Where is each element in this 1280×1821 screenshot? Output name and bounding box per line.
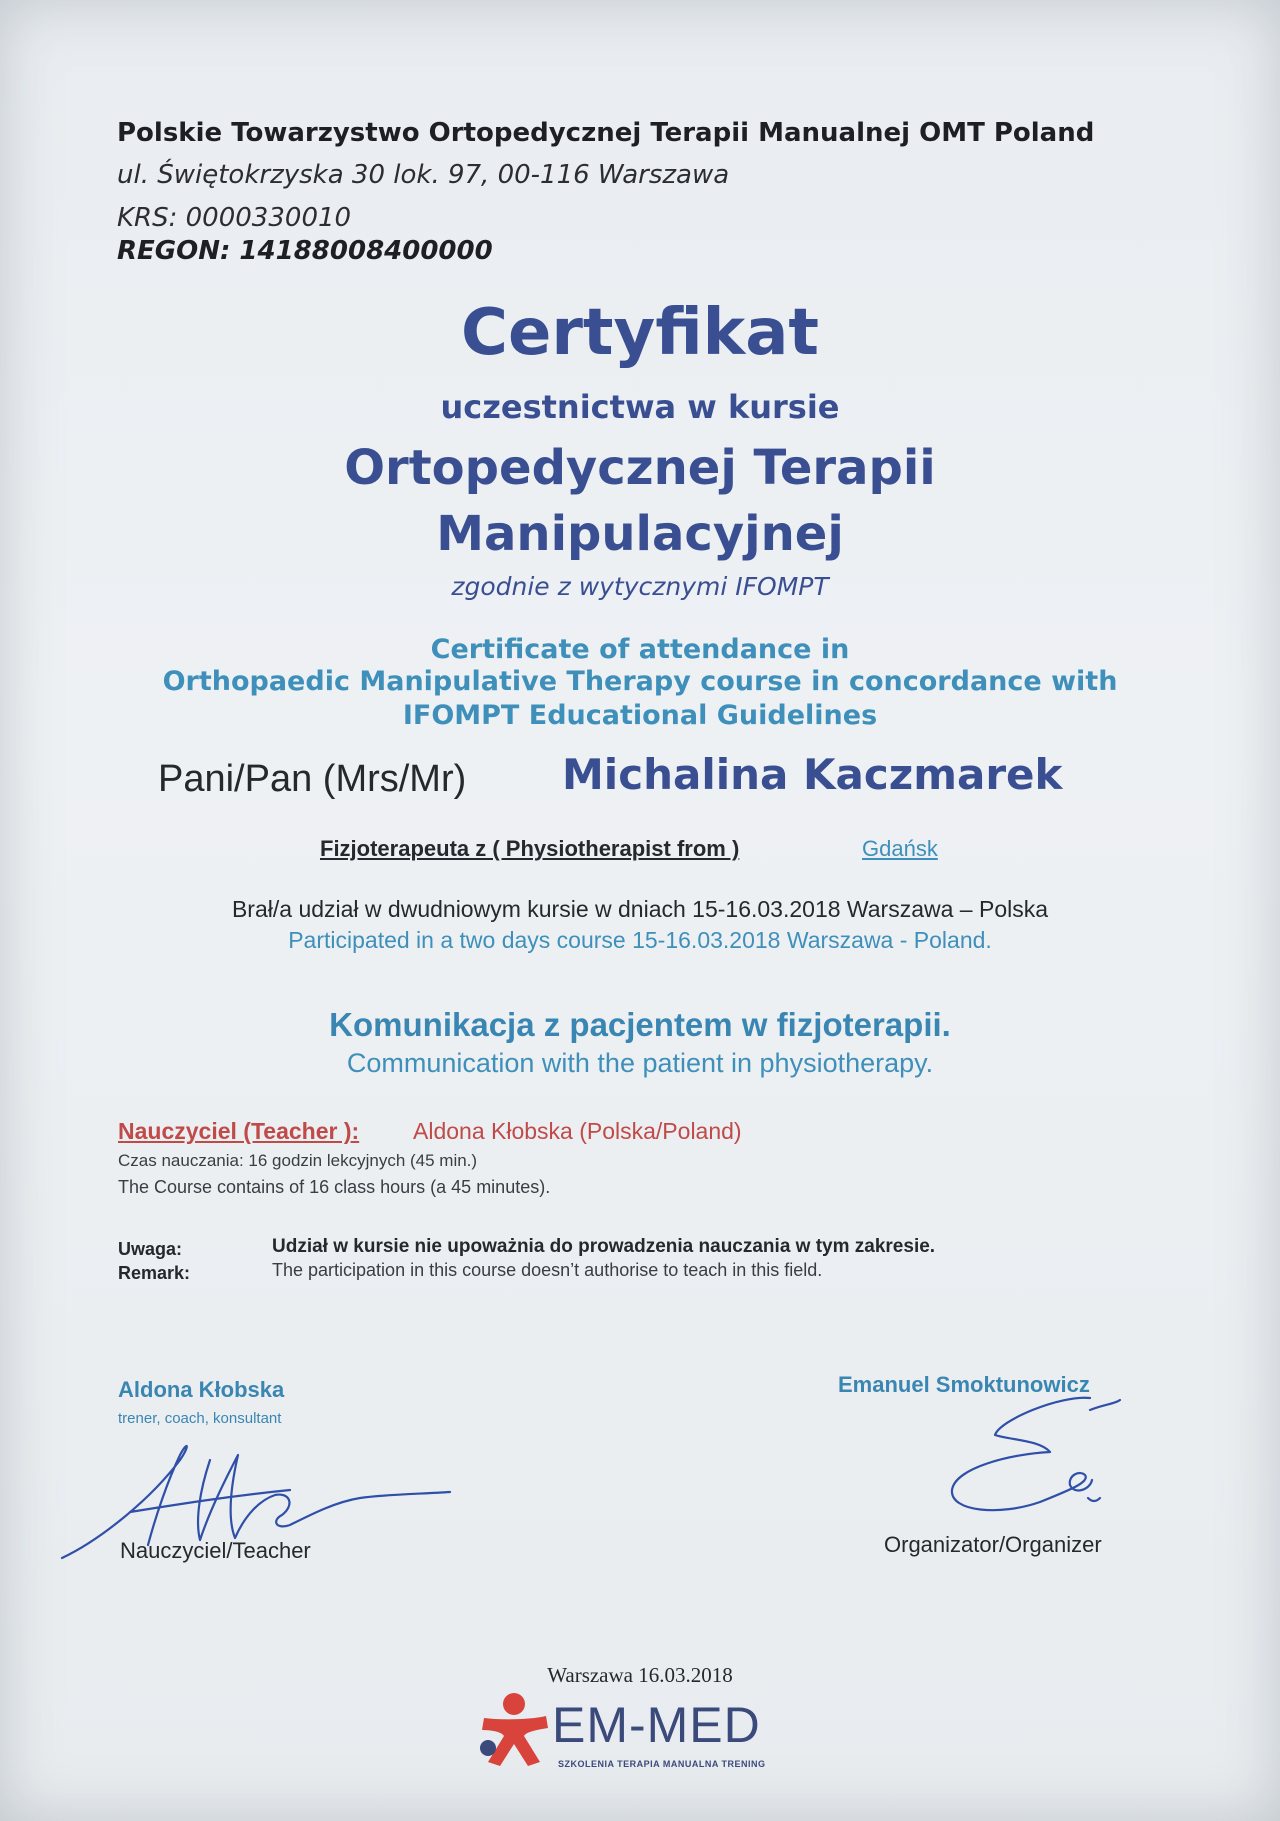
course-hours-en: The Course contains of 16 class hours (a 45 minutes).	[118, 1177, 551, 1197]
organizer-signature-name: Emanuel Smoktunowicz	[838, 1372, 1090, 1397]
teacher-signature-role: trener, coach, konsultant	[118, 1410, 282, 1427]
remark-label-en: Remark:	[118, 1263, 191, 1283]
remark-label-pl: Uwaga:	[118, 1239, 183, 1259]
teacher-label: Nauczyciel (Teacher ):	[118, 1118, 360, 1144]
course-hours-pl: Czas nauczania: 16 godzin lekcyjnych (45 min.)	[118, 1151, 478, 1170]
organizer-signature-caption: Organizator/Organizer	[884, 1532, 1102, 1557]
organization-name: Polskie Towarzystwo Ortopedycznej Terapii Manualnej OMT Poland	[117, 118, 1095, 148]
remark-text-pl: Udział w kursie nie upoważnia do prowadzenia nauczania w tym zakresie.	[272, 1236, 936, 1257]
logo-tagline: SZKOLENIA TERAPIA MANUALNA TRENING	[558, 1759, 766, 1769]
remark-text-en: The participation in this course doesn’t authorise to teach in this field.	[272, 1260, 823, 1280]
teacher-signature-caption: Nauczyciel/Teacher	[120, 1538, 311, 1563]
organization-krs: KRS: 0000330010	[117, 203, 352, 233]
english-title-line-3: IFOMPT Educational Guidelines	[402, 700, 878, 731]
logo-wordmark: EM-MED	[552, 1697, 761, 1753]
certificate-subtitle: uczestnictwa w kursie	[440, 388, 840, 426]
course-name-line-1: Ortopedycznej Terapii	[344, 440, 936, 496]
organization-address: ul. Świętokrzyska 30 lok. 97, 00-116 Warszawa	[117, 160, 730, 190]
teacher-name: Aldona Kłobska (Polska/Poland)	[413, 1118, 742, 1144]
guidelines-note: zgodnie z wytycznymi IFOMPT	[451, 572, 829, 601]
issue-place-date: Warszawa 16.03.2018	[547, 1663, 733, 1687]
participant-city: Gdańsk	[862, 836, 938, 861]
course-topic-en: Communication with the patient in physiotherapy.	[346, 1048, 934, 1078]
teacher-signature-name: Aldona Kłobska	[118, 1377, 285, 1402]
salutation: Pani/Pan (Mrs/Mr)	[158, 758, 467, 800]
participant-name: Michalina Kaczmarek	[562, 750, 1063, 799]
course-topic-pl: Komunikacja z pacjentem w fizjoterapii.	[329, 1006, 951, 1043]
organization-regon: REGON: 14188008400000	[117, 236, 493, 266]
em-med-logo-icon	[474, 1690, 554, 1770]
participation-pl: Brał/a udział w dwudniowym kursie w dniach 15-16.03.2018 Warszawa – Polska	[231, 896, 1049, 922]
certificate-title: Certyfikat	[460, 296, 820, 370]
course-name-line-2: Manipulacyjnej	[436, 506, 844, 562]
english-title-line-2: Orthopaedic Manipulative Therapy course in concordance with	[162, 666, 1118, 697]
participation-en: Participated in a two days course 15-16.03.2018 Warszawa - Poland.	[288, 927, 992, 953]
profession-label: Fizjoterapeuta z ( Physiotherapist from )	[320, 836, 740, 861]
organizer-handwritten-signature	[940, 1390, 1140, 1530]
english-title-line-1: Certificate of attendance in	[430, 634, 850, 665]
